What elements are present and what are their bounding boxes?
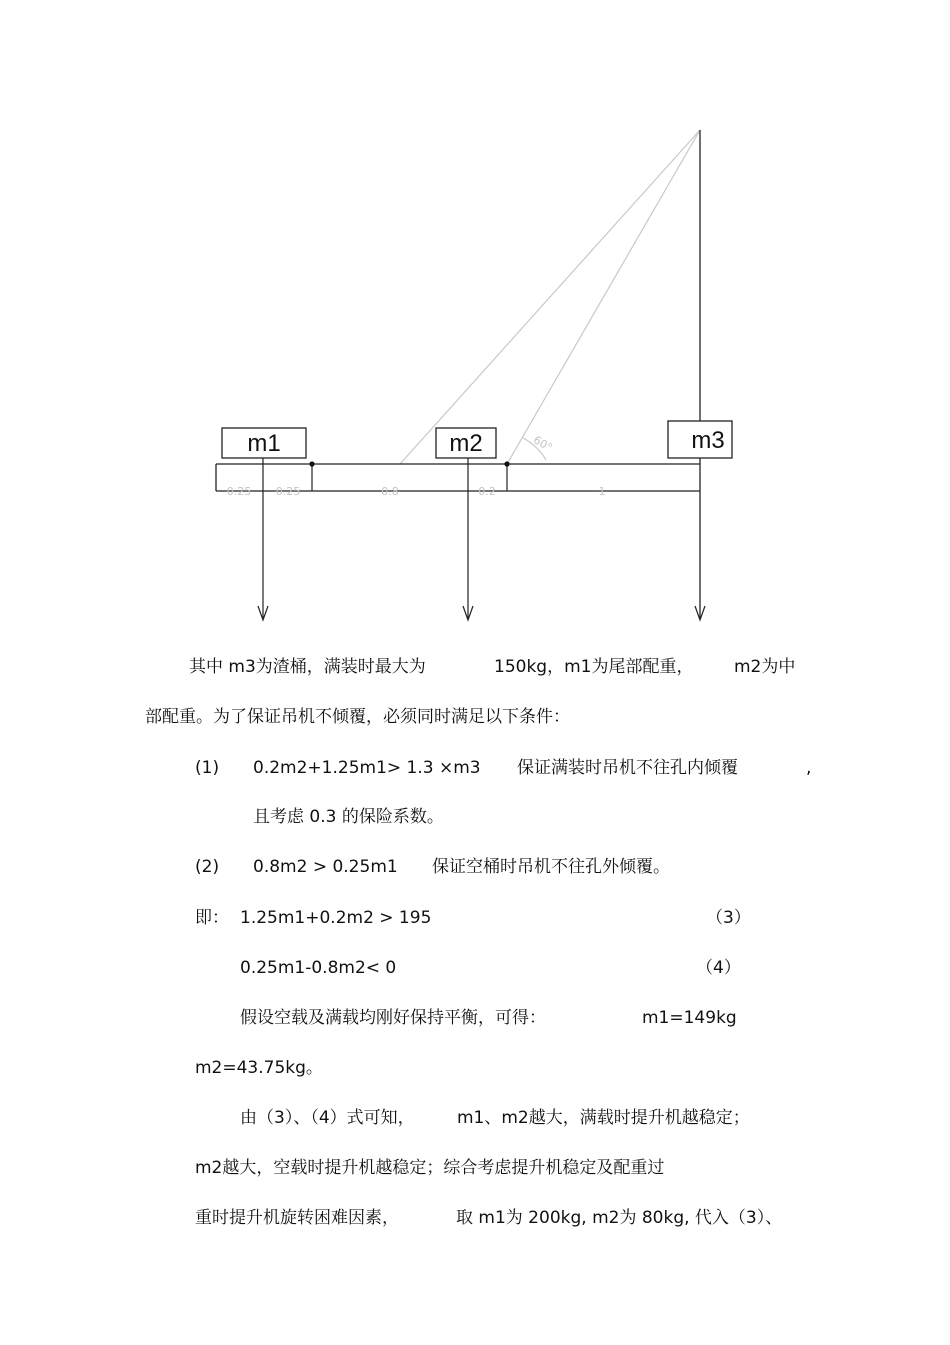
m1-label: m1	[247, 430, 281, 457]
condition2-number: (2)	[195, 857, 220, 877]
dim-label-0-25-a: 0.25	[226, 485, 252, 498]
dim-label-0-8: 0.8	[381, 485, 399, 498]
equation4: 0.25m1-0.8m2< 0	[240, 958, 397, 978]
pivot-dot-2	[504, 461, 509, 466]
condition2-description: 保证空桶时吊机不往孔外倾覆。	[432, 857, 670, 877]
para3-text-c: m2越大，空载时提升机越稳定；综合考虑提升机稳定及配重过	[195, 1158, 665, 1178]
condition1-description: 保证满装时吊机不往孔内倾覆	[517, 758, 738, 778]
equation4-tag: （4）	[696, 958, 741, 978]
para3-text-d: 重时提升机旋转困难因素，	[195, 1208, 399, 1228]
condition1-number: (1)	[195, 758, 220, 778]
para1-text-d: 部配重。为了保证吊机不倾覆，必须同时满足以下条件：	[145, 707, 570, 727]
crane-balance-diagram	[0, 0, 950, 640]
cable-line-outer	[400, 130, 700, 464]
pivot-dot-1	[309, 461, 314, 466]
equation3-prefix: 即：	[195, 908, 229, 928]
para3-text-e: 取 m1为 200kg, m2为 80kg, 代入（3）、	[456, 1208, 783, 1228]
balance-m2-result: m2=43.75kg。	[195, 1058, 323, 1078]
angle-label: 60°	[531, 433, 555, 455]
para1-text-c: m2为中	[734, 657, 796, 677]
equation3: 1.25m1+0.2m2 > 195	[240, 908, 432, 928]
para3-text-a: 由（3）、（4）式可知，	[240, 1108, 415, 1128]
dim-label-1: 1	[598, 485, 606, 498]
dim-label-0-25-b: 0.25	[275, 485, 301, 498]
m2-label: m2	[449, 430, 483, 457]
condition2-equation: 0.8m2 > 0.25m1	[253, 857, 398, 877]
dim-label-0-2: 0.2	[478, 485, 496, 498]
m3-label: m3	[691, 427, 725, 454]
balance-m1-result: m1=149kg	[642, 1008, 737, 1028]
condition1-continuation: 且考虑 0.3 的保险系数。	[253, 807, 444, 827]
equation3-tag: （3）	[706, 908, 751, 928]
para3-text-b: m1、m2越大，满载时提升机越稳定；	[457, 1108, 750, 1128]
para1-text-b: 150kg，m1为尾部配重，	[494, 657, 694, 677]
para1-text-a: 其中 m3为渣桶，满装时最大为	[189, 657, 426, 677]
condition1-equation: 0.2m2+1.25m1> 1.3 ×m3	[253, 758, 481, 778]
cable-line-inner	[507, 130, 700, 464]
balance-text: 假设空载及满载均刚好保持平衡，可得：	[240, 1008, 546, 1028]
condition1-comma: ,	[806, 758, 812, 778]
